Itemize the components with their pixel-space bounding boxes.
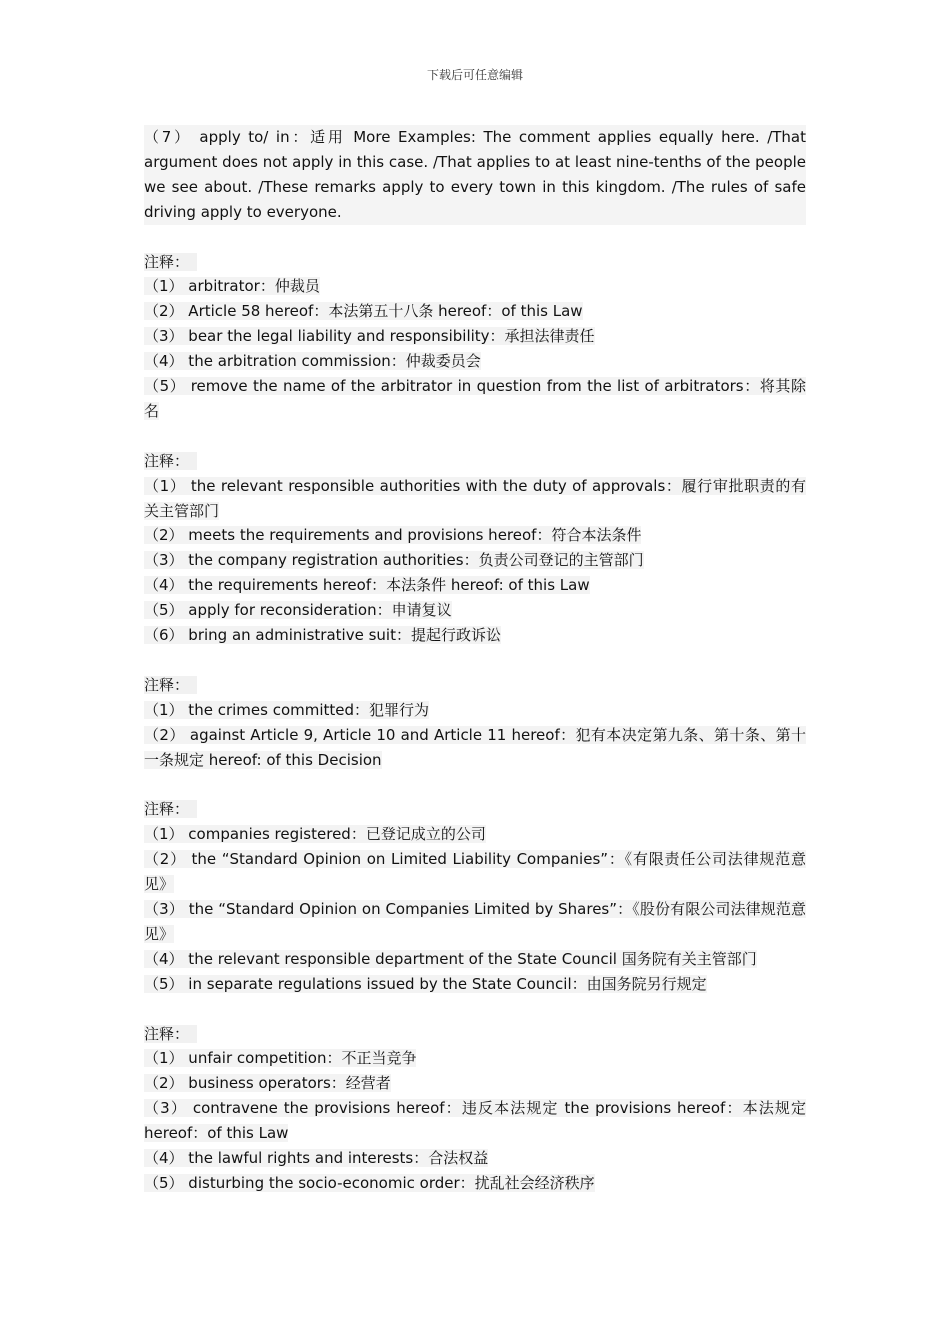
notes-section-4 <box>144 797 806 996</box>
section-gap <box>144 424 806 449</box>
section-gap <box>144 225 806 250</box>
note-item: （5） disturbing the socio-economic order：扰乱社会经济秩序 <box>144 1173 595 1192</box>
notes-section-1 <box>144 250 806 424</box>
note-item: （2） against Article 9, Article 10 and Article 11 hereof：犯有本决定第九条、第十条、第十一条规定 hereof: of this Decision <box>144 725 806 769</box>
note-item: （1） the relevant responsible authorities with the duty of approvals：履行审批职责的有关主管部门 <box>144 476 806 520</box>
notes-section-2 <box>144 449 806 648</box>
note-item: （5） apply for reconsideration：申请复议 <box>144 601 452 620</box>
note-item: （4） the relevant responsible department of the State Council 国务院有关主管部门 <box>144 949 757 968</box>
note-item: （4） the lawful rights and interests：合法权益 <box>144 1149 489 1168</box>
note-item: （1） unfair competition：不正当竞争 <box>144 1049 417 1068</box>
notes-section-5 <box>144 1022 806 1196</box>
note-item: （2） the “Standard Opinion on Limited Liability Companies”：《有限责任公司法律规范意见》 <box>144 850 806 894</box>
note-item: （1） the crimes committed：犯罪行为 <box>144 700 430 719</box>
note-item: （2） business operators：经营者 <box>144 1074 391 1093</box>
section-gap <box>144 773 806 798</box>
notes-heading: 注释： <box>144 250 806 275</box>
note-item: （3） bear the legal liability and responsibility：承担法律责任 <box>144 327 595 346</box>
notes-heading: 注释： <box>144 449 806 474</box>
notes-section-3 <box>144 673 806 773</box>
page-header: 下载后可任意编辑 <box>426 68 523 82</box>
note-item: （4） the requirements hereof：本法条件 hereof: of this Law <box>144 576 590 595</box>
document-body <box>144 125 806 1196</box>
note-item: （5） in separate regulations issued by the State Council：由国务院另行规定 <box>144 974 707 993</box>
note-item: （4） the arbitration commission：仲裁委员会 <box>144 352 481 371</box>
note-item: （2） meets the requirements and provisions hereof：符合本法条件 <box>144 526 642 545</box>
section-gap <box>144 648 806 673</box>
note-item: （3） the “Standard Opinion on Companies Limited by Shares”：《股份有限公司法律规范意见》 <box>144 900 806 943</box>
intro-paragraph: （7） apply to/ in：适用 More Examples: The comment applies equally here. /That argument does not apply in this case. /That applies to at least nine-tenths of the people we see about. /These remarks apply to every town in this kingdom. /The rules of safe driving apply to everyone. <box>144 125 806 225</box>
note-item: （3） the company registration authorities：负责公司登记的主管部门 <box>144 551 644 570</box>
notes-heading: 注释： <box>144 1022 806 1047</box>
note-item: （1） arbitrator：仲裁员 <box>144 277 320 296</box>
note-item: （6） bring an administrative suit：提起行政诉讼 <box>144 626 501 645</box>
note-item: （2） Article 58 hereof：本法第五十八条 hereof：of this Law <box>144 302 583 321</box>
notes-heading: 注释： <box>144 797 806 822</box>
note-item: （3） contravene the provisions hereof：违反本法规定 the provisions hereof：本法规定 hereof：of this Law <box>144 1099 806 1143</box>
note-item: （1） companies registered：已登记成立的公司 <box>144 825 486 844</box>
notes-heading: 注释： <box>144 673 806 698</box>
note-item: （5） remove the name of the arbitrator in question from the list of arbitrators：将其除名 <box>144 377 806 420</box>
section-gap <box>144 997 806 1022</box>
